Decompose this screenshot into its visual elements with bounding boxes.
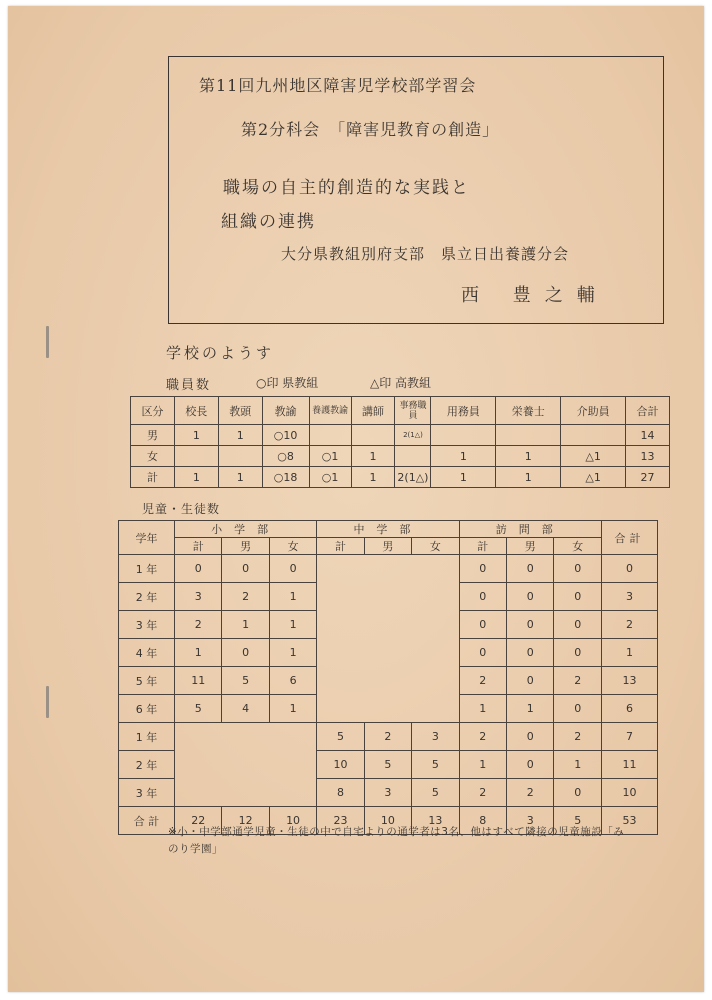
visiting-cell: 0 — [554, 611, 602, 639]
middle-cell: 8 — [317, 779, 364, 807]
table-row — [119, 723, 658, 751]
sub-female-header: 女 — [269, 538, 316, 555]
visiting-cell: 0 — [554, 695, 602, 723]
staff-cell — [174, 446, 218, 467]
elementary-cell: 1 — [269, 695, 316, 723]
elementary-cell: 11 — [175, 667, 222, 695]
staff-row-female — [131, 446, 670, 467]
students-table — [118, 520, 658, 835]
staff-header: 区分 — [131, 397, 175, 425]
elementary-cell: 1 — [269, 611, 316, 639]
total-cell: 7 — [602, 723, 658, 751]
total-cell: 13 — [602, 667, 658, 695]
grade-cell: 1 年 — [119, 723, 175, 751]
sub-female-header: 女 — [412, 538, 459, 555]
staff-cell: 27 — [626, 467, 670, 488]
visiting-cell: 2 — [459, 779, 506, 807]
sum-cell: 10 — [269, 807, 316, 835]
staff-cell: 2(1△) — [395, 425, 431, 446]
visiting-cell: 0 — [459, 611, 506, 639]
elementary-cell: 5 — [175, 695, 222, 723]
sub-male-header: 男 — [364, 538, 411, 555]
staff-header: 講師 — [351, 397, 395, 425]
elementary-cell: 1 — [222, 611, 269, 639]
visiting-cell: 0 — [507, 639, 554, 667]
visiting-cell: 1 — [459, 751, 506, 779]
elementary-cell: 0 — [222, 555, 269, 583]
staff-header: 教諭 — [262, 397, 309, 425]
visiting-cell: 0 — [507, 751, 554, 779]
sub-total-header: 計 — [175, 538, 222, 555]
middle-empty-block — [317, 555, 459, 723]
students-header-row — [119, 521, 658, 538]
elementary-cell: 1 — [269, 639, 316, 667]
staff-cell: 1 — [496, 446, 561, 467]
staff-cell: 1 — [174, 425, 218, 446]
staff-header: 合計 — [626, 397, 670, 425]
grade-cell: 1 年 — [119, 555, 175, 583]
visiting-cell: 2 — [459, 667, 506, 695]
sum-cell: 10 — [364, 807, 411, 835]
middle-cell: 5 — [412, 751, 459, 779]
elementary-cell: 0 — [175, 555, 222, 583]
conference-title: 第11回九州地区障害児学校部学習会 — [199, 76, 477, 95]
students-count-label: 児童・生徒数 — [142, 502, 221, 516]
elementary-cell: 0 — [269, 555, 316, 583]
elementary-cell: 2 — [222, 583, 269, 611]
middle-cell: 5 — [412, 779, 459, 807]
staff-header: 事務職員 — [395, 397, 431, 425]
middle-cell: 5 — [364, 751, 411, 779]
staple-mark — [46, 326, 49, 358]
table-row — [119, 555, 658, 583]
staff-cell: 計 — [131, 467, 175, 488]
author-affiliation: 大分県教組別府支部 県立日出養護分会 — [281, 245, 570, 263]
grade-cell: 5 年 — [119, 667, 175, 695]
visiting-cell: 2 — [554, 723, 602, 751]
grade-cell: 4 年 — [119, 639, 175, 667]
grade-cell: 合 計 — [119, 807, 175, 835]
total-cell: 10 — [602, 779, 658, 807]
elementary-empty-block — [175, 723, 317, 807]
visiting-cell: 2 — [459, 723, 506, 751]
visiting-cell: 0 — [459, 639, 506, 667]
middle-header: 中学部 — [317, 521, 459, 538]
staff-header: 栄養士 — [496, 397, 561, 425]
sub-total-header: 計 — [459, 538, 506, 555]
visiting-cell: 2 — [507, 779, 554, 807]
elementary-header: 小学部 — [175, 521, 317, 538]
elementary-cell: 2 — [175, 611, 222, 639]
visiting-cell: 0 — [507, 723, 554, 751]
staff-cell — [431, 425, 496, 446]
visiting-header: 訪問部 — [459, 521, 601, 538]
staff-cell — [561, 425, 626, 446]
visiting-cell: 1 — [554, 751, 602, 779]
staff-cell: 2(1△) — [395, 467, 431, 488]
middle-cell: 5 — [317, 723, 364, 751]
grade-cell: 6 年 — [119, 695, 175, 723]
staff-cell — [496, 425, 561, 446]
total-cell: 1 — [602, 639, 658, 667]
staff-cell: 13 — [626, 446, 670, 467]
sum-cell: 5 — [554, 807, 602, 835]
staff-header: 養護教諭 — [309, 397, 351, 425]
grade-cell: 3 年 — [119, 779, 175, 807]
staff-cell — [309, 425, 351, 446]
visiting-cell: 0 — [554, 639, 602, 667]
visiting-cell: 2 — [554, 667, 602, 695]
staff-cell: ○18 — [262, 467, 309, 488]
visiting-cell: 1 — [507, 695, 554, 723]
staff-cell: 1 — [431, 446, 496, 467]
legend-circle: ○印 県教組 — [256, 376, 319, 390]
staff-cell: 14 — [626, 425, 670, 446]
elementary-cell: 1 — [269, 583, 316, 611]
middle-cell: 10 — [317, 751, 364, 779]
sum-cell: 12 — [222, 807, 269, 835]
elementary-rows — [119, 555, 658, 723]
elementary-cell: 5 — [222, 667, 269, 695]
staff-header: 用務員 — [431, 397, 496, 425]
middle-cell: 2 — [364, 723, 411, 751]
total-header: 合計 — [602, 521, 658, 555]
visiting-cell: 0 — [507, 667, 554, 695]
staff-cell: ○1 — [309, 446, 351, 467]
middle-rows — [119, 723, 658, 807]
total-cell: 6 — [602, 695, 658, 723]
staff-cell: ○8 — [262, 446, 309, 467]
elementary-cell: 6 — [269, 667, 316, 695]
visiting-cell: 0 — [459, 555, 506, 583]
staff-header: 介助員 — [561, 397, 626, 425]
total-cell: 3 — [602, 583, 658, 611]
sum-cell: 3 — [507, 807, 554, 835]
staff-cell — [218, 446, 262, 467]
staff-cell: 男 — [131, 425, 175, 446]
sum-cell: 23 — [317, 807, 364, 835]
elementary-cell: 3 — [175, 583, 222, 611]
grade-cell: 3 年 — [119, 611, 175, 639]
sub-female-header: 女 — [554, 538, 602, 555]
staff-table — [130, 396, 670, 488]
main-title-line1: 職場の自主的創造的な実践と — [223, 178, 470, 198]
total-cell: 11 — [602, 751, 658, 779]
staff-header-row — [131, 397, 670, 425]
grade-cell: 2 年 — [119, 751, 175, 779]
visiting-cell: 0 — [507, 611, 554, 639]
staff-cell: △1 — [561, 467, 626, 488]
main-title-line2: 組織の連携 — [221, 212, 316, 232]
staff-cell: 1 — [218, 425, 262, 446]
middle-cell: 3 — [364, 779, 411, 807]
total-cell: 0 — [602, 555, 658, 583]
visiting-cell: 0 — [459, 583, 506, 611]
staple-mark — [46, 686, 49, 718]
middle-cell: 3 — [412, 723, 459, 751]
staff-cell: 1 — [218, 467, 262, 488]
sum-cell: 13 — [412, 807, 459, 835]
staff-cell — [395, 446, 431, 467]
total-cell: 2 — [602, 611, 658, 639]
sub-total-header: 計 — [317, 538, 364, 555]
sub-male-header: 男 — [507, 538, 554, 555]
staff-cell: 1 — [174, 467, 218, 488]
sub-male-header: 男 — [222, 538, 269, 555]
visiting-cell: 0 — [507, 583, 554, 611]
school-heading: 学校のようす — [166, 344, 275, 362]
elementary-cell: 1 — [175, 639, 222, 667]
author-name: 西 豊之輔 — [461, 285, 609, 306]
elementary-cell: 4 — [222, 695, 269, 723]
legend-triangle: △印 高教組 — [370, 376, 432, 390]
sum-cell: 8 — [459, 807, 506, 835]
staff-header: 教頭 — [218, 397, 262, 425]
staff-cell: 1 — [351, 467, 395, 488]
title-box — [168, 56, 664, 324]
sum-cell: 22 — [175, 807, 222, 835]
visiting-cell: 0 — [554, 555, 602, 583]
staff-cell: 1 — [431, 467, 496, 488]
footnote: ※小・中学部通学児童・生徒の中で自宅よりの通学者は3名、他はすべて隣接の児童施設「みのり学園」 — [168, 826, 625, 855]
elementary-cell: 0 — [222, 639, 269, 667]
session-title: 第2分科会 「障害児教育の創造」 — [241, 120, 500, 139]
visiting-cell: 0 — [554, 779, 602, 807]
staff-count-label: 職員数 — [166, 378, 212, 393]
staff-cell: 1 — [496, 467, 561, 488]
staff-cell: △1 — [561, 446, 626, 467]
staff-header: 校長 — [174, 397, 218, 425]
grade-cell: 2 年 — [119, 583, 175, 611]
students-subheader-row — [119, 538, 658, 555]
staff-row-male — [131, 425, 670, 446]
staff-cell — [351, 425, 395, 446]
sum-cell: 53 — [602, 807, 658, 835]
staff-cell: ○10 — [262, 425, 309, 446]
grade-header: 学年 — [119, 521, 175, 555]
staff-cell: ○1 — [309, 467, 351, 488]
visiting-cell: 1 — [459, 695, 506, 723]
staff-row-total — [131, 467, 670, 488]
staff-cell: 1 — [351, 446, 395, 467]
visiting-cell: 0 — [507, 555, 554, 583]
visiting-cell: 0 — [554, 583, 602, 611]
staff-cell: 女 — [131, 446, 175, 467]
